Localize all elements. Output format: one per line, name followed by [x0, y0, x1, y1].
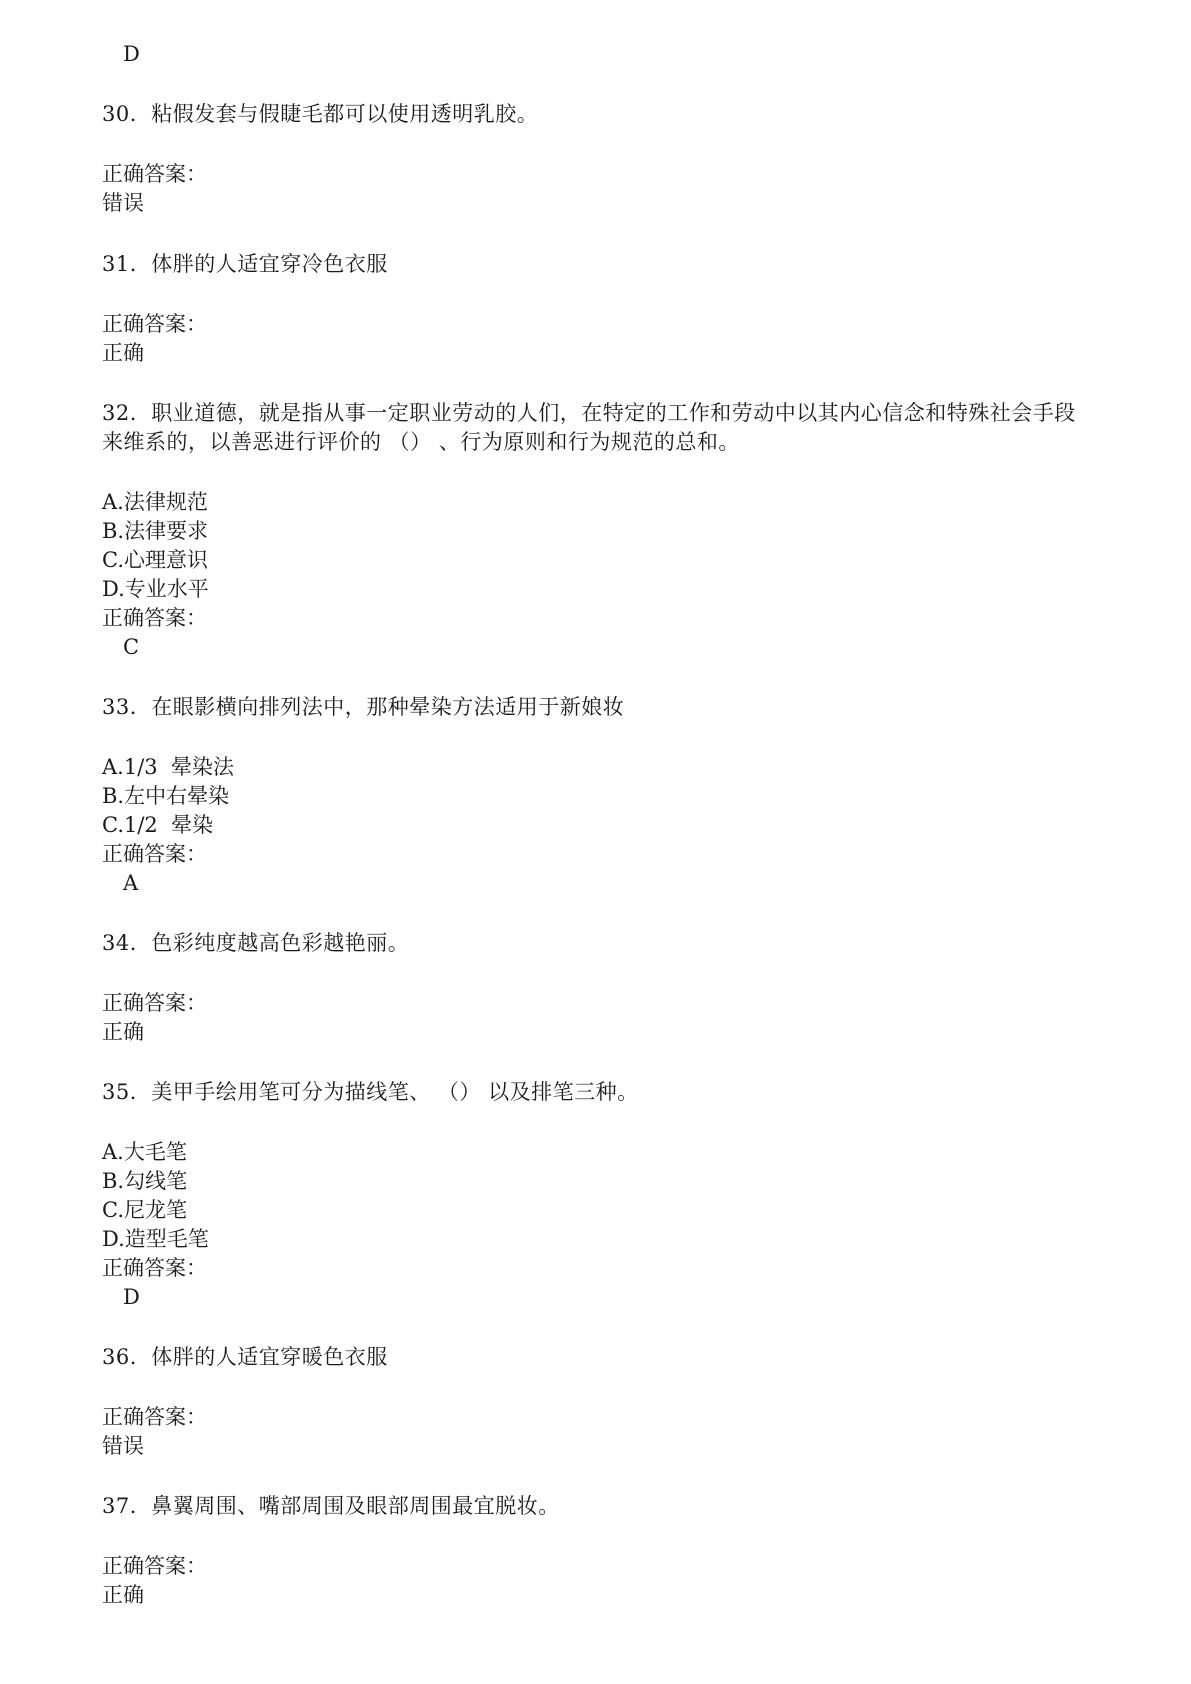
question-text: 33. 在眼影横向排列法中，那种晕染方法适用于新娘妆 [102, 695, 625, 719]
answer-choice: D [123, 1285, 140, 1309]
option-item: B.勾线笔 [102, 1169, 188, 1193]
question-text: 31. 体胖的人适宜穿冷色衣服 [102, 252, 388, 276]
answer-choice: D [123, 42, 140, 66]
question-text: 34. 色彩纯度越高色彩越艳丽。 [102, 931, 410, 955]
answer-label: 正确答案： [102, 842, 207, 866]
answer-value: 正确 [102, 1583, 144, 1607]
answer-label: 正确答案： [102, 312, 207, 336]
answer-value: 正确 [102, 1020, 144, 1044]
answer-label: 正确答案： [102, 1554, 207, 1578]
question-text: 来维系的，以善恶进行评价的 （） 、行为原则和行为规范的总和。 [102, 430, 740, 454]
answer-value: 错误 [102, 191, 144, 215]
answer-value: 错误 [102, 1434, 144, 1458]
question-text: 32. 职业道德，就是指从事一定职业劳动的人们，在特定的工作和劳动中以其内心信念和特殊社会手段 [102, 401, 1076, 425]
answer-choice: C [123, 635, 140, 659]
answer-label: 正确答案： [102, 991, 207, 1015]
question-text: 35. 美甲手绘用笔可分为描线笔、 （） 以及排笔三种。 [102, 1080, 639, 1104]
option-item: D.专业水平 [102, 577, 209, 601]
question-text: 36. 体胖的人适宜穿暖色衣服 [102, 1345, 388, 1369]
option-item: A.法律规范 [102, 490, 208, 514]
option-item: D.造型毛笔 [102, 1227, 209, 1251]
option-item: B.法律要求 [102, 519, 209, 543]
option-item: B.左中右晕染 [102, 784, 230, 808]
answer-value: 正确 [102, 341, 144, 365]
answer-label: 正确答案： [102, 1405, 207, 1429]
option-item: C.尼龙笔 [102, 1198, 187, 1222]
question-text: 37. 鼻翼周围、嘴部周围及眼部周围最宜脱妆。 [102, 1494, 560, 1518]
answer-label: 正确答案： [102, 1256, 207, 1280]
answer-label: 正确答案： [102, 162, 207, 186]
option-item: A.1/3 晕染法 [102, 755, 234, 779]
question-text: 30. 粘假发套与假睫毛都可以使用透明乳胶。 [102, 102, 539, 126]
option-item: C.1/2 晕染 [102, 813, 214, 837]
answer-choice: A [123, 871, 139, 895]
option-item: C.心理意识 [102, 548, 208, 572]
option-item: A.大毛笔 [102, 1140, 187, 1164]
answer-label: 正确答案： [102, 606, 207, 630]
